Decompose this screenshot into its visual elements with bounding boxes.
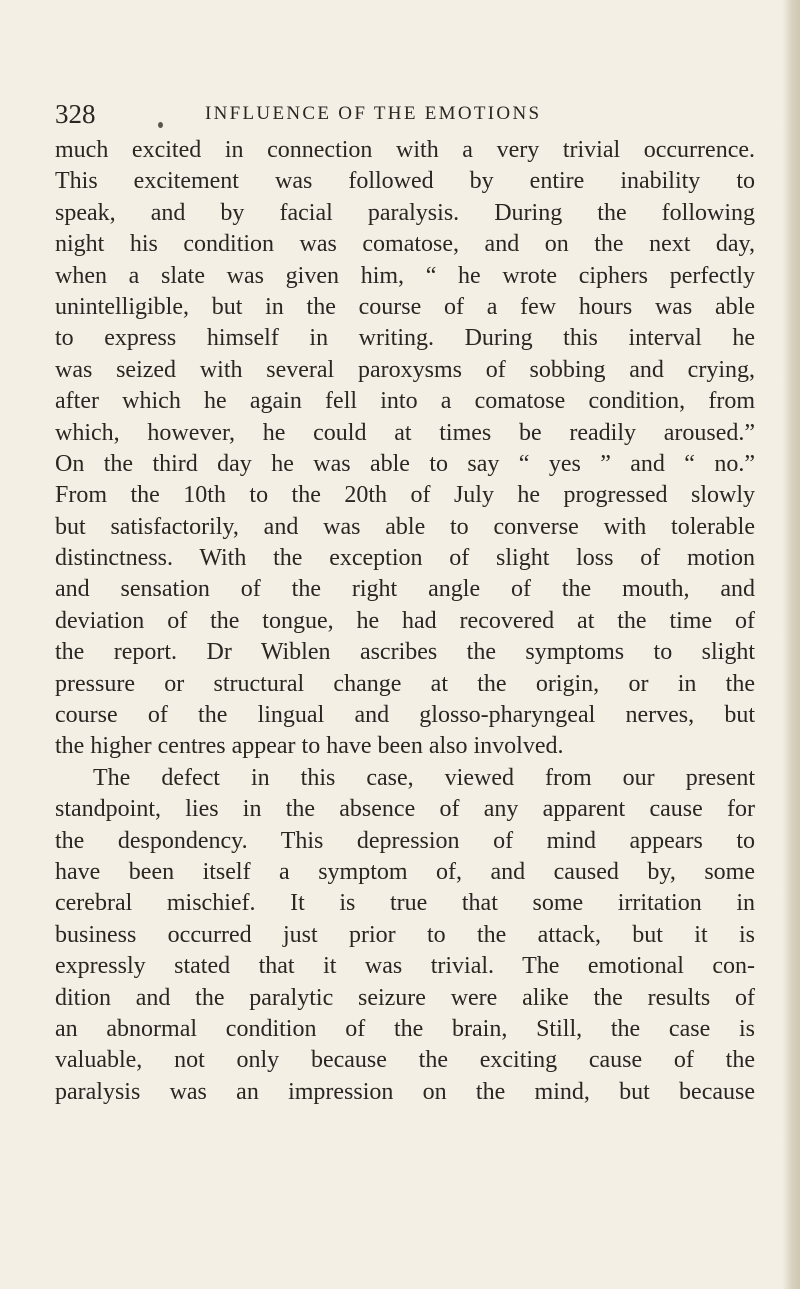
text-line: standpoint, lies in the absence of any apparent cause for: [55, 796, 755, 823]
text-line: This excitement was followed by entire inability to: [55, 168, 755, 195]
text-line: and sensation of the right angle of the mouth, and: [55, 576, 755, 603]
paragraph-2: [55, 763, 755, 1108]
print-speck: [158, 122, 163, 128]
paragraph-1: [55, 135, 755, 763]
text-line: On the third day he was able to say “ yes ” and “ no.”: [55, 450, 755, 477]
text-line: unintelligible, but in the course of a few hours was able: [55, 293, 755, 320]
page-edge-shadow: [782, 0, 800, 1289]
text-line: was seized with several paroxysms of sobbing and crying,: [55, 356, 755, 383]
text-line: pressure or structural change at the origin, or in the: [55, 670, 755, 697]
text-line: to express himself in writing. During this interval he: [55, 325, 755, 352]
text-line: but satisfactorily, and was able to converse with tolerable: [55, 513, 755, 540]
text-line: after which he again fell into a comatose condition, from: [55, 388, 755, 415]
text-line: much excited in connection with a very trivial occurrence.: [55, 137, 755, 163]
text-line: course of the lingual and glosso-pharyngeal nerves, but: [55, 702, 755, 729]
text-line: have been itself a symptom of, and caused by, some: [55, 858, 755, 885]
text-line: night his condition was comatose, and on the next day,: [55, 231, 755, 258]
text-line: the report. Dr Wiblen ascribes the symptoms to slight: [55, 639, 755, 666]
text-line: From the 10th to the 20th of July he progressed slowly: [55, 482, 755, 509]
text-line: the higher centres appear to have been also involved.: [55, 733, 564, 760]
text-line: The defect in this case, viewed from our present: [93, 764, 755, 791]
text-line: deviation of the tongue, he had recovered at the time of: [55, 607, 755, 634]
text-line: valuable, not only because the exciting cause of the: [55, 1047, 755, 1074]
text-line: which, however, he could at times be readily aroused.”: [55, 419, 755, 446]
text-line: speak, and by facial paralysis. During the following: [55, 199, 755, 226]
text-line: the despondency. This depression of mind appears to: [55, 827, 755, 854]
text-line: expressly stated that it was trivial. The emotional con-: [55, 953, 755, 980]
text-line: distinctness. With the exception of slight loss of motion: [55, 545, 755, 572]
text-line: when a slate was given him, “ he wrote ciphers perfectly: [55, 262, 755, 289]
page-number: 328: [55, 99, 96, 129]
text-line: cerebral mischief. It is true that some irritation in: [55, 890, 755, 917]
body-text: [55, 135, 755, 1108]
text-line: business occurred just prior to the attack, but it is: [55, 921, 755, 948]
text-line: paralysis was an impression on the mind, but because: [55, 1078, 755, 1105]
running-title: INFLUENCE OF THE EMOTIONS: [205, 103, 542, 124]
text-line: dition and the paralytic seizure were alike the results of: [55, 984, 755, 1011]
text-line: an abnormal condition of the brain, Still, the case is: [55, 1015, 755, 1042]
page-header: [55, 94, 755, 134]
